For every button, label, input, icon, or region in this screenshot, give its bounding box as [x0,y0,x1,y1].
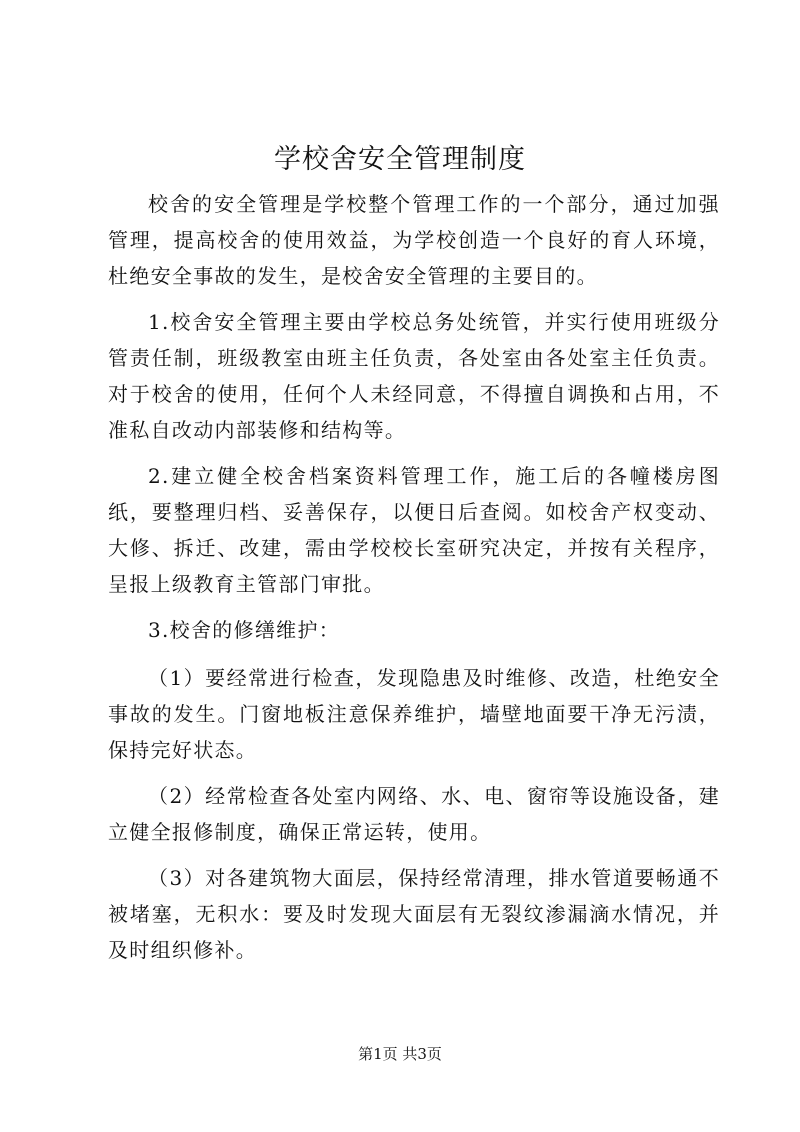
document-title: 学校舍安全管理制度 [274,144,526,175]
rule-2-paragraph: 2.建立健全校舍档案资料管理工作，施工后的各幢楼房图纸，要整理归档、妥善保存，以便日后查阅。如校舍产权变动、大修、拆迁、改建，需由学校校长室研究决定，并按有关程序，呈报上级教育主管部门审批。 [108,464,720,596]
rule-3-heading: 3.校舍的修缮维护： [148,618,341,642]
rule-1-paragraph: 1.校舍安全管理主要由学校总务处统管，并实行使用班级分管责任制，班级教室由班主任负责，各处室由各处室主任负责。对于校舍的使用，任何个人未经同意，不得擅自调换和占用，不准私自改动内部装修和结构等。 [108,310,720,442]
rule-3-item-2: （2）经常检查各处室内网络、水、电、窗帘等设施设备，建立健全报修制度，确保正常运转，使用。 [108,784,720,844]
intro-paragraph: 校舍的安全管理是学校整个管理工作的一个部分，通过加强管理，提高校舍的使用效益，为学校创造一个良好的育人环境，杜绝安全事故的发生，是校舍安全管理的主要目的。 [108,192,720,288]
rule-3-item-1: （1）要经常进行检查，发现隐患及时维修、改造，杜绝安全事故的发生。门窗地板注意保养维护，墙壁地面要干净无污渍，保持完好状态。 [108,666,720,762]
document-body [108,186,720,978]
page-footer: 第1页 共3页 [358,1045,442,1063]
rule-3-item-3: （3）对各建筑物大面层，保持经常清理，排水管道要畅通不被堵塞，无积水：要及时发现大面层有无裂纹渗漏滴水情况，并及时组织修补。 [108,866,720,962]
